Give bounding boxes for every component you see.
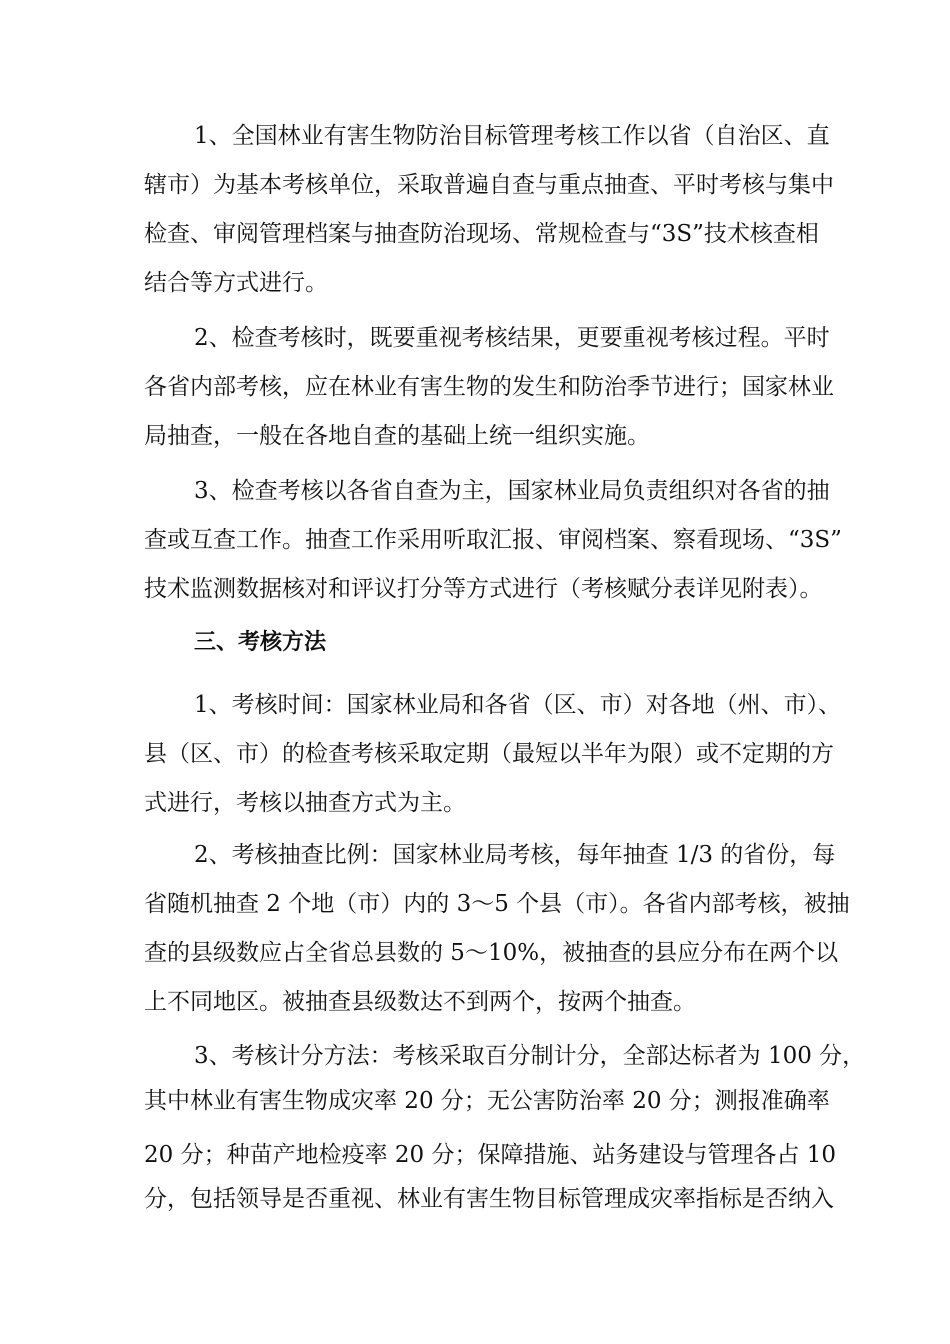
paragraph-1-line-2: 辖市）为基本考核单位，采取普遍自查与重点抽查、平时考核与集中 xyxy=(144,172,834,198)
paragraph-3-line-1: 3、检查考核以各省自查为主，国家林业局负责组织对各省的抽 xyxy=(194,478,830,504)
method-2-line-2: 省随机抽查 2 个地（市）内的 3～5 个县（市）。各省内部考核，被抽 xyxy=(144,891,850,917)
method-1-line-3: 式进行，考核以抽查方式为主。 xyxy=(144,790,466,816)
paragraph-2-line-1: 2、检查考核时，既要重视考核结果，更要重视考核过程。平时 xyxy=(194,325,830,351)
method-3-line-3: 20 分；种苗产地检疫率 20 分；保障措施、站务建设与管理各占 10 xyxy=(144,1142,837,1168)
method-2-line-1: 2、考核抽查比例：国家林业局考核，每年抽查 1/3 的省份，每 xyxy=(194,842,836,868)
method-1-line-2: 县（区、市）的检查考核采取定期（最短以半年为限）或不定期的方 xyxy=(144,741,834,767)
method-1-line-1: 1、考核时间：国家林业局和各省（区、市）对各地（州、市）、 xyxy=(194,692,842,718)
paragraph-1-line-4: 结合等方式进行。 xyxy=(144,270,328,296)
paragraph-3-line-3: 技术监测数据核对和评议打分等方式进行（考核赋分表详见附表）。 xyxy=(144,576,823,602)
paragraph-1-line-3: 检查、审阅管理档案与抽查防治现场、常规检查与“3S”技术核查相 xyxy=(144,221,819,247)
method-3-line-1: 3、考核计分方法：考核采取百分制计分，全部达标者为 100 分， xyxy=(194,1043,866,1069)
method-3-line-4: 分，包括领导是否重视、林业有害生物目标管理成灾率指标是否纳入 xyxy=(144,1186,834,1212)
method-2-line-4: 上不同地区。被抽查县级数达不到两个，按两个抽查。 xyxy=(144,989,696,1015)
paragraph-3-line-2: 查或互查工作。抽查工作采用听取汇报、审阅档案、察看现场、“3S” xyxy=(144,527,842,553)
paragraph-1-line-1: 1、全国林业有害生物防治目标管理考核工作以省（自治区、直 xyxy=(194,123,830,149)
method-3-line-2: 其中林业有害生物成灾率 20 分；无公害防治率 20 分；测报准确率 xyxy=(144,1088,830,1114)
paragraph-2-line-2: 各省内部考核，应在林业有害生物的发生和防治季节进行；国家林业 xyxy=(144,374,834,400)
section-heading: 三、考核方法 xyxy=(194,630,327,655)
method-2-line-3: 查的县级数应占全省总县数的 5～10%，被抽查的县应分布在两个以 xyxy=(144,940,839,966)
paragraph-2-line-3: 局抽查，一般在各地自查的基础上统一组织实施。 xyxy=(144,423,650,449)
